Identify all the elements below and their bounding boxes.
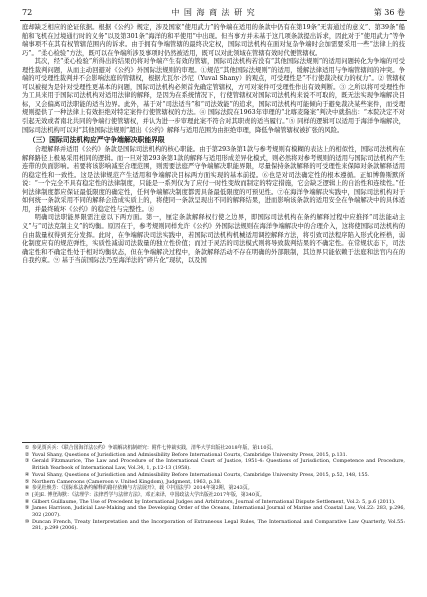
footnote-mark: ② (24, 451, 30, 458)
footnotes (22, 445, 405, 532)
footnote-mark: ③ (24, 458, 30, 465)
footnote-mark: ④ (24, 471, 30, 478)
footnote-mark: ⑦ (24, 491, 30, 498)
footnote (22, 519, 405, 532)
footnote-text: James Harrison, Judicial Law-Making and the Developing Order of the Oceans, International Journal of Marine and Coastal Law, Vol.22: 283, p.296, 302 (2007). (32, 505, 405, 519)
journal-title: 中 国 海 商 法 研 究 (171, 8, 256, 17)
footnote (22, 445, 405, 452)
volume-label: 第 36 卷 (373, 8, 405, 17)
footnote-text: Gilbert Guillaume, The Use of Precedent by International Judges and Arbitrators, Journal of International Dispute Settlement, Vol.2: 5, p.6 (2011). (32, 498, 396, 505)
footnote-text: Northern Cameroons (Cameroon v. United Kingdom), Judgment, 1963, p.38. (32, 478, 222, 485)
body-paragraph: 合理解释并适用《公约》条款是国际司法机构的核心职能。由于第293条第1款与参考规则有模糊的表达上的相似性，国际司法机构在解释路径上极易采用相同的逻辑。而一旦对第293条第1款的解释与适用形成差异化模式，则必然将对参考规则的适用与国际司法机构产生连带的负面影响。若要将该影响减至合理范围，则需要法庭严守争端解决职能界限，尽量保持条款解释的可受理性来保障对条款解释适用的稳定性和一致性。这是法律规范产生适用和争端解决目标两方面实现的基本前提。⑥也是对司法确定性的根本遵循。正如博鲁斯默所说：“一个完全不具有稳定性的法律制度，只能是一系列仅为了应付一时性变故而制定的特定措施，它会缺乏逻辑上的自治性和连续性。”任何法律制度都应保证最低限度的确定性，任何争端解决制度都需具备最低限度的可预见性。⑦在海洋争端解决实践中，国际司法机构对于如何统一条款采用不同的解释会造成实质上的，将使同一条款呈现出不同的解释结果，进而影响该条款的适用安全在争端解决中的具体适用，并最终破坏《公约》的稳定性与完整性。⑧ (22, 146, 405, 213)
footnote (22, 485, 405, 492)
body-paragraph: 庭却缺乏相应的论证依据。根据《公约》规定，涉及国家“使用武力”的争端在适用的条款中仍有在第19条“无害通过的意义”、第39条“船舶和飞机在过境通行时的义务”以及第301条“海洋的和平使用”中出现。但当事方并未基于这几项条款提出诉求，因此对于“使用武力”等争端事项不在其有权管辖范围内的诉求。由于拥有争端管辖的最终决定权，国际司法机构在面对复杂争端时会加需要采用一些“法律上的技巧”。“柔心检验”方法，既可以在争端所涉及事项时仍然被适用，既可以对此领域在管辖有效时代便管辖权。 (22, 24, 405, 57)
footnote (22, 492, 405, 499)
footnote-text: [美]E. 博登海默：《法理学：法律哲学与法律方法》，邓正来译，中国政法大学出版社2017年版，第340页。 (32, 491, 265, 498)
footnote-mark: ⑩ (24, 518, 30, 525)
footnote-mark: ⑤ (24, 478, 30, 485)
footnote-mark: ⑨ (24, 505, 30, 512)
footnote (22, 452, 405, 459)
page-number: 72 (22, 8, 33, 17)
footnote (22, 499, 405, 506)
footnote-mark: ⑧ (24, 498, 30, 505)
footnote-text: Yuval Shany, Questions of Jurisdiction and Admissibility Before International Courts, Cambridge University Press, 2015, p.52, 148, 155. (32, 471, 370, 478)
body-paragraph: 明确司法职能界限需注意以下两方面。第一，厘定条款解释权行使之边界，即国际司法机构在条约解释过程中应推择“司法能动主义”与“司法克制主义”的均衡。原因在于，参考规则同样允许《公约》外国际法规则在海洋争端解决中的合理介入，这将使国际司法机构的自由裁量权得到充分发挥。此时，在争端解决司法实践中，若国际司法机构机械适用调控解释方法，将引致司法程序陷入形式化桎梏，弱化制度应有的规范弹性，实质性减弱司法裁量的独立性价值；而过于灵活的司法模式则将导致裁判结果的不确定性。在常规状态下，司法确定性和不确定性处于相对均衡状态，但在争端解决过程中，条款解释活动不存在明确的外部限制，其边界只能依赖于法庭和法官内在的自我约束。⑨ 基于当前国际法乃至海洋法的“碎片化”现状，以及国 (22, 214, 405, 265)
footnote-text: Gerald Fitzmaurice, The Law and Procedure of the International Court of Justice, 1951-4: Questions of Jurisdiction, Competence and Procedure, British Yearbook of International Law, Vol.34, 1, p.12-13 (1958). (32, 458, 405, 472)
footnote-text: Duncan French, Treaty Interpretation and the Incorporation of Extraneous Legal Rules, The International and Comparative Law Quarterly, Vol.55: 281, p.299 (2006). (32, 518, 405, 532)
body-paragraph: 其次，经“柔心检验”所得出的结果仍将对争端产生有效的管辖，国际司法机构若没有“其他国际法规则”的适用问题转化为争端的可受理性裁判问题，从而主动回避对《公约》外国际法规则的审理。①规范“其他国际法规则”的适用，缓解法律适用与争端管辖间的冲突。争端的可受理性裁判并不会影响法庭的管辖权，根据尤瓦尔·沙尼（Yuval Shany）的观点，可受理性是“不行使裁决权力的权力”。② 管辖权可以被视为是针对受理性更基本的问题，国际司法机构必须首先确定管辖权，方可对案件可受理性作出有效判断。③ 之所以将可受理性作为工具来用于国际司法机构对适用法律的解释，是因为在系统情况下，行使管辖权对国际司法机构来说不可取的，既无法实现争端解决目标，又会偏离司法职能的适当边界。此外，基于对“司法适当”和“司法效能”的追求，国际司法机构可能倾向于避免裁决某些案件，而受理规则提供了一种法律上有效拒绝对特定案件行使管辖权的方法。④ 国际法院在1963年审理的“北喀麦隆案”判决中就指出：“本院决定不对引起无效或者南北共同的争端行使管辖权，并认为进一步审理此案不符合对其职责的适当履行。”⑤ 同样的逻辑可以适用于海洋争端解决，国际司法机构可以对“其他国际法规则”超出《公约》解释与适用范围为由拒绝审理，降低争端管辖权被扩张的风险。 (22, 58, 405, 134)
footnote-mark: ① (24, 445, 30, 451)
footnote-mark: ⑥ (24, 485, 30, 492)
footnote-text: Yuval Shany, Questions of Jurisdiction and Admissibility Before International Courts, Cambridge University Press, 2015, p.131. (32, 451, 348, 458)
footnote-divider (22, 442, 102, 443)
footnote-text: 参见贾兵兵：《联合国海洋法公约》争端解决机制研究：附件七仲裁实践，清华大学出版社2018年版，第110页。 (32, 445, 277, 451)
section-heading: （三）国际司法机构应严守争端解决职能界限 (28, 136, 165, 145)
page-header (20, 6, 407, 21)
footnote (22, 505, 405, 518)
footnote (22, 472, 405, 479)
article-body (22, 24, 405, 266)
footnote (22, 458, 405, 471)
footnote-text: 参见杜焕芳：《国际私法条约解释的路径依赖与方法展开》，载《中国法学》2014年第2期，第243页。 (32, 485, 253, 492)
